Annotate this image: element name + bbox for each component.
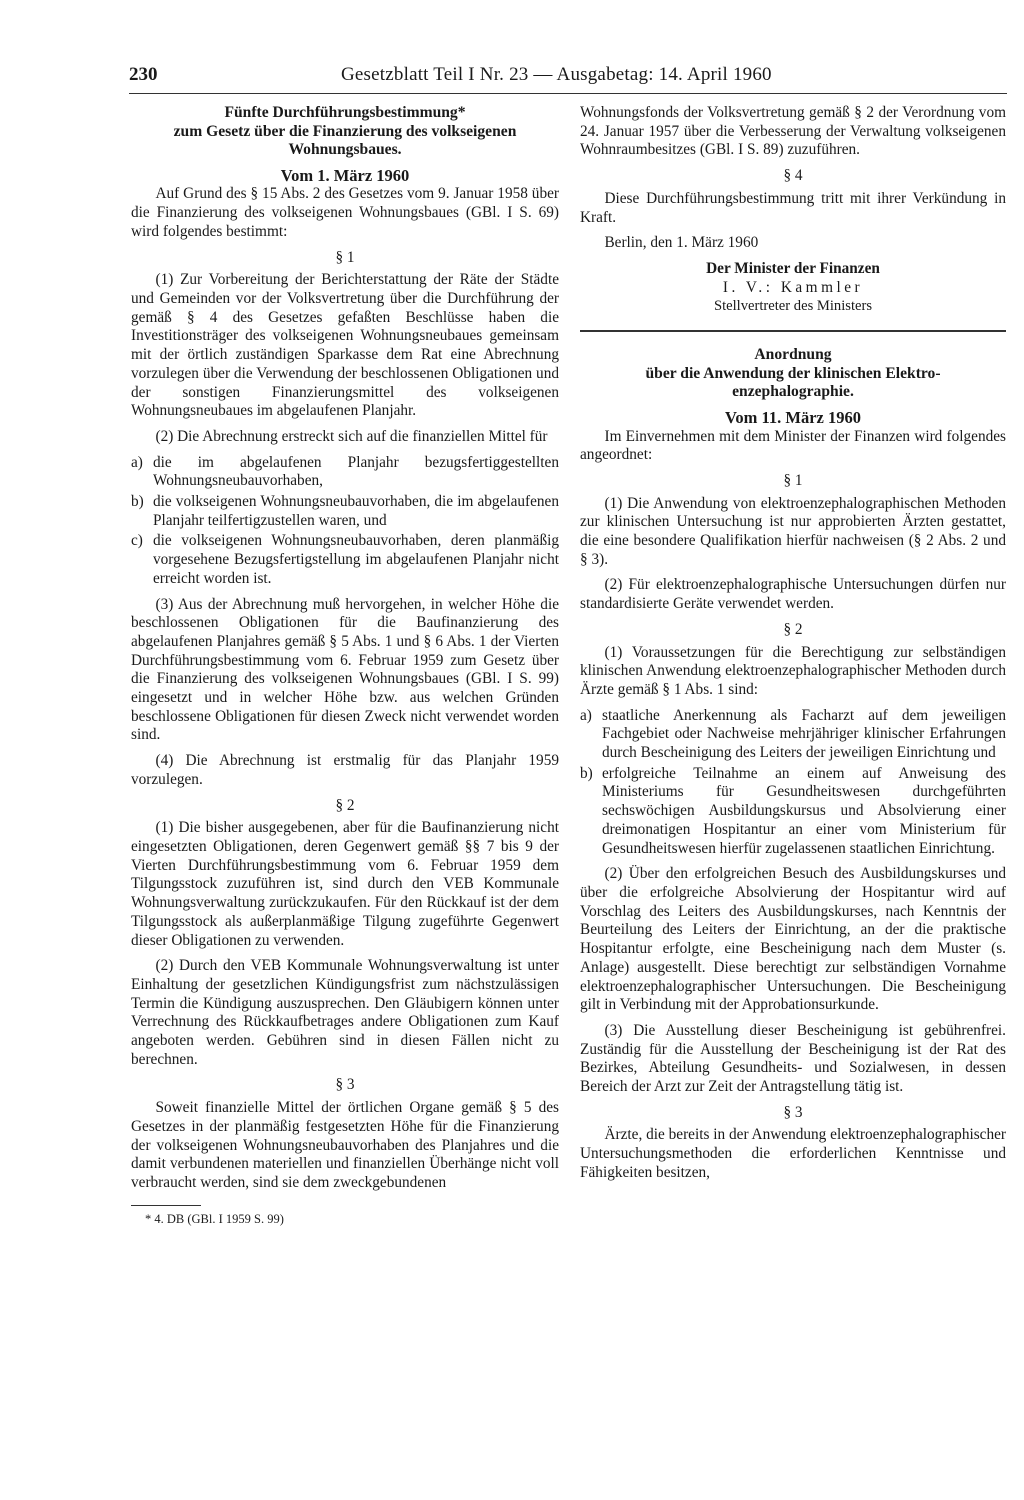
- doc1-signature-block: [580, 260, 1006, 316]
- doc1-title-line1: Fünfte Durchführungsbestimmung*: [224, 104, 466, 121]
- list-item-text: die volkseigenen Wohnungsneubauvorhaben, deren planmäßig vorgesehene Bezugsfertigstellung im abgelaufenen Planjahr nicht erreicht worden ist.: [153, 532, 559, 587]
- list-item-text: staatliche Anerkennung als Facharzt auf dem jeweiligen Fachgebiet oder Nachweise mehrjähriger klinischer Erfahrungen durch Bescheinigung des Leiters der jeweiligen Einrichtung und: [602, 706, 1006, 762]
- doc2-s3-paragraph-1: Ärzte, die bereits in der Anwendung elektroenzephalographischer Untersuchungsmethoden die erforderlichen Kenntnisse und Fähigkeiten besitzen,: [580, 1126, 1006, 1181]
- doc1-title-line2: zum Gesetz über die Finanzierung des volkseigenen: [173, 122, 517, 140]
- doc1-s1-item-list: [131, 454, 559, 589]
- doc2-section-3-heading: § 3: [783, 1103, 803, 1121]
- doc2-intro: Im Einvernehmen mit dem Minister der Finanzen wird folgendes angeordnet:: [580, 427, 1006, 464]
- list-item: [131, 493, 559, 530]
- footnote-rule: [131, 1205, 201, 1206]
- header-rule: [129, 93, 1007, 94]
- left-column: [131, 104, 559, 1228]
- page-header: [129, 64, 1007, 94]
- doc2-s1-paragraph-2: (2) Für elektroenzephalographische Untersuchungen dürfen nur standardisierte Geräte verwendet werden.: [580, 576, 1006, 613]
- doc2-s2-item-list: [580, 707, 1006, 859]
- list-item: [131, 454, 559, 491]
- doc2-title-line2: über die Anwendung der klinischen Elektro-: [645, 364, 941, 382]
- doc1-s2-paragraph-2: (2) Durch den VEB Kommunale Wohnungsverwaltung ist unter Einhaltung der gesetzlichen Kündigungsfrist zum nächstzulässigen Termin die Kündigung auszusprechen. Den Gläubigern können unter Verrechnung des Rückkaufbetrages andere Obligationen zum Kauf angeboten werden. Gebühren sind in diesen Fällen nicht zu berechnen.: [131, 957, 559, 1068]
- doc1-s1-paragraph-4: (4) Die Abrechnung ist erstmalig für das Planjahr 1959 vorzulegen.: [131, 752, 559, 788]
- signatory-name: I. V.: Kammler: [722, 278, 864, 296]
- doc2-date: Vom 11. März 1960: [725, 407, 861, 427]
- doc1-s1-paragraph-2: (2) Die Abrechnung erstreckt sich auf die finanziellen Mittel für: [155, 427, 548, 445]
- list-item: [580, 765, 1006, 859]
- right-column: [580, 104, 1006, 1190]
- footnote: * 4. DB (GBl. I 1959 S. 99): [145, 1211, 284, 1226]
- doc1-title: [131, 104, 559, 160]
- doc2-title: [580, 346, 1006, 402]
- doc1-s1-paragraph-3: (3) Aus der Abrechnung muß hervorgehen, in welcher Höhe die beschlossenen Obligationen für die Baufinanzierung des abgelaufenen Planjahres gemäß § 5 Abs. 1 und § 6 Abs. 1 der Vierten Durchführungsbestimmung vom 6. Februar 1959 zum Gesetz über die Finanzierung des volkseigenen Wohnungsbaues (GBl. I S. 99) eingesetzt und in welcher Höhe bzw. aus welchen Gründen beschlossene Obligationen für diesen Zweck nicht verwendet worden sind.: [131, 595, 559, 744]
- page-number: 230: [129, 64, 158, 85]
- doc1-s4-paragraph-1: Diese Durchführungsbestimmung tritt mit ihrer Verkündung in Kraft.: [580, 189, 1006, 226]
- list-item-label: b): [131, 493, 144, 511]
- list-item: [131, 532, 559, 588]
- minister-title: Der Minister der Finanzen: [706, 259, 880, 277]
- doc1-intro: Auf Grund des § 15 Abs. 2 des Gesetzes vom 9. Januar 1958 über die Finanzierung des volkseigenen Wohnungsbaues (GBl. I S. 69) wird folgendes bestimmt:: [131, 185, 559, 240]
- doc2-section-1-heading: § 1: [783, 471, 803, 489]
- doc2-s1-paragraph-1: (1) Die Anwendung von elektroenzephalographischen Methoden zur klinischen Untersuchung ist nur approbierten Ärzten gestattet, die eine besondere Qualifikation hierfür nachweisen (§ 2 Abs. 2 und § 3).: [580, 494, 1006, 568]
- doc1-date: Vom 1. März 1960: [280, 165, 410, 185]
- doc1-section-1-heading: § 1: [335, 248, 355, 266]
- doc2-section-2-heading: § 2: [783, 620, 803, 638]
- doc2-s2-paragraph-2: (2) Über den erfolgreichen Besuch des Ausbildungskurses und über die erfolgreiche Absolvierung der Hospitantur wird auf Vorschlag des Leiters des Ausbildungskurses, nach Kenntnis der Beurteilung des Leiters der Einrichtung, an der die praktische Hospitantur erfolgte, eine Bescheinigung nach dem Muster (s. Anlage) ausgestellt. Diese berechtigt zur selbständigen Vornahme elektroenzephalographischer Untersuchungen. Die Bescheinigung gilt in Verbindung mit der Approbationsurkunde.: [580, 865, 1006, 1014]
- list-item-label: c): [131, 532, 143, 550]
- signatory-role: Stellvertreter des Ministers: [713, 298, 873, 315]
- list-item-text: erfolgreiche Teilnahme an einem auf Anweisung des Ministeriums für Gesundheitswesen durchgeführten sechswöchigen Ausbildungskursus und Absolvierung einer dreimonatigen Hospitantur an einer vom Ministerium für Gesundheitswesen hierfür zugelassenen staatlichen Einrichtung.: [602, 764, 1006, 857]
- doc1-s3-continuation: Wohnungsfonds der Volksvertretung gemäß § 2 der Verordnung vom 24. Januar 1957 über die Verbesserung der Verwaltung volkseigenen Wohnraumbesitzes (GBl. I S. 89) zuzuführen.: [580, 104, 1006, 159]
- doc1-s2-paragraph-1: (1) Die bisher ausgegebenen, aber für die Baufinanzierung nicht eingesetzten Obligationen, deren Gegenwert gemäß §§ 7 bis 9 der Vierten Durchführungsbestimmung vom 6. Februar 1959 dem Tilgungsstock zuzuführen ist, sind durch den VEB Kommunale Wohnungsverwaltung zurückzukaufen. Für den Rückkauf ist der dem Tilgungsstock als außerplanmäßige Tilgung zugeführte Gegenwert dieser Obligationen zu verwenden.: [131, 819, 559, 949]
- list-item-label: b): [580, 764, 593, 782]
- doc1-place-date: Berlin, den 1. März 1960: [604, 234, 759, 252]
- doc1-s3-paragraph-1: Soweit finanzielle Mittel der örtlichen Organe gemäß § 5 des Gesetzes in der planmäßig festgesetzten Höhe für die Finanzierung der volkseigenen Wohnungsneubauvorhaben des Planjahres und die damit verbundenen materiellen und finanziellen Überhänge nicht voll verbraucht werden, sind sie dem zweckgebundenen: [131, 1099, 559, 1191]
- list-item-text: die volkseigenen Wohnungsneubauvorhaben, die im abgelaufenen Planjahr teilfertigzustellen waren, und: [153, 493, 559, 529]
- doc2-title-line1: Anordnung: [754, 346, 832, 364]
- document-divider: [580, 330, 1006, 332]
- doc1-s1-paragraph-1: (1) Zur Vorbereitung der Berichterstattung der Räte der Städte und Gemeinden vor der Volksvertretung über die Durchführung der gemäß § 4 des Gesetzes gefaßten Beschlüsse haben die Investitionsträger des volkseigenen Wohnungsneubaues gemeinsam mit der örtlich zuständigen Sparkasse dem Rat eine Abrechnung vorzulegen über die Verwendung der beschlossenen Obligationen und der sonstigen Finanzierungsmittel des volkseigenen Wohnungsneubaues im abgelaufenen Planjahr.: [131, 271, 559, 420]
- doc2-s2-paragraph-1: (1) Voraussetzungen für die Berechtigung zur selbständigen klinischen Anwendung elektroenzephalographischer Methoden durch Ärzte gemäß § 1 Abs. 1 sind:: [580, 643, 1006, 698]
- list-item: [580, 707, 1006, 763]
- doc1-section-3-heading: § 3: [335, 1076, 355, 1094]
- running-head: Gesetzblatt Teil I Nr. 23 — Ausgabetag: 14. April 1960: [341, 64, 772, 85]
- doc1-section-4-heading: § 4: [783, 167, 803, 185]
- doc2-title-line3: enzephalographie.: [732, 383, 854, 401]
- doc1-section-2-heading: § 2: [335, 796, 355, 814]
- doc1-title-line3: Wohnungsbaues.: [288, 141, 402, 159]
- doc2-s2-paragraph-3: (3) Die Ausstellung dieser Bescheinigung ist gebührenfrei. Zuständig für die Ausstellung der Bescheinigung ist der Rat des Bezirkes, Abteilung Gesundheits- und Sozialwesen, in dessen Bereich der Arzt zur Zeit der Antragstellung tätig ist.: [580, 1021, 1006, 1096]
- list-item-label: a): [131, 453, 143, 471]
- list-item-label: a): [580, 706, 592, 724]
- list-item-text: die im abgelaufenen Planjahr bezugsfertiggestellten Wohnungsneubauvorhaben,: [153, 453, 559, 490]
